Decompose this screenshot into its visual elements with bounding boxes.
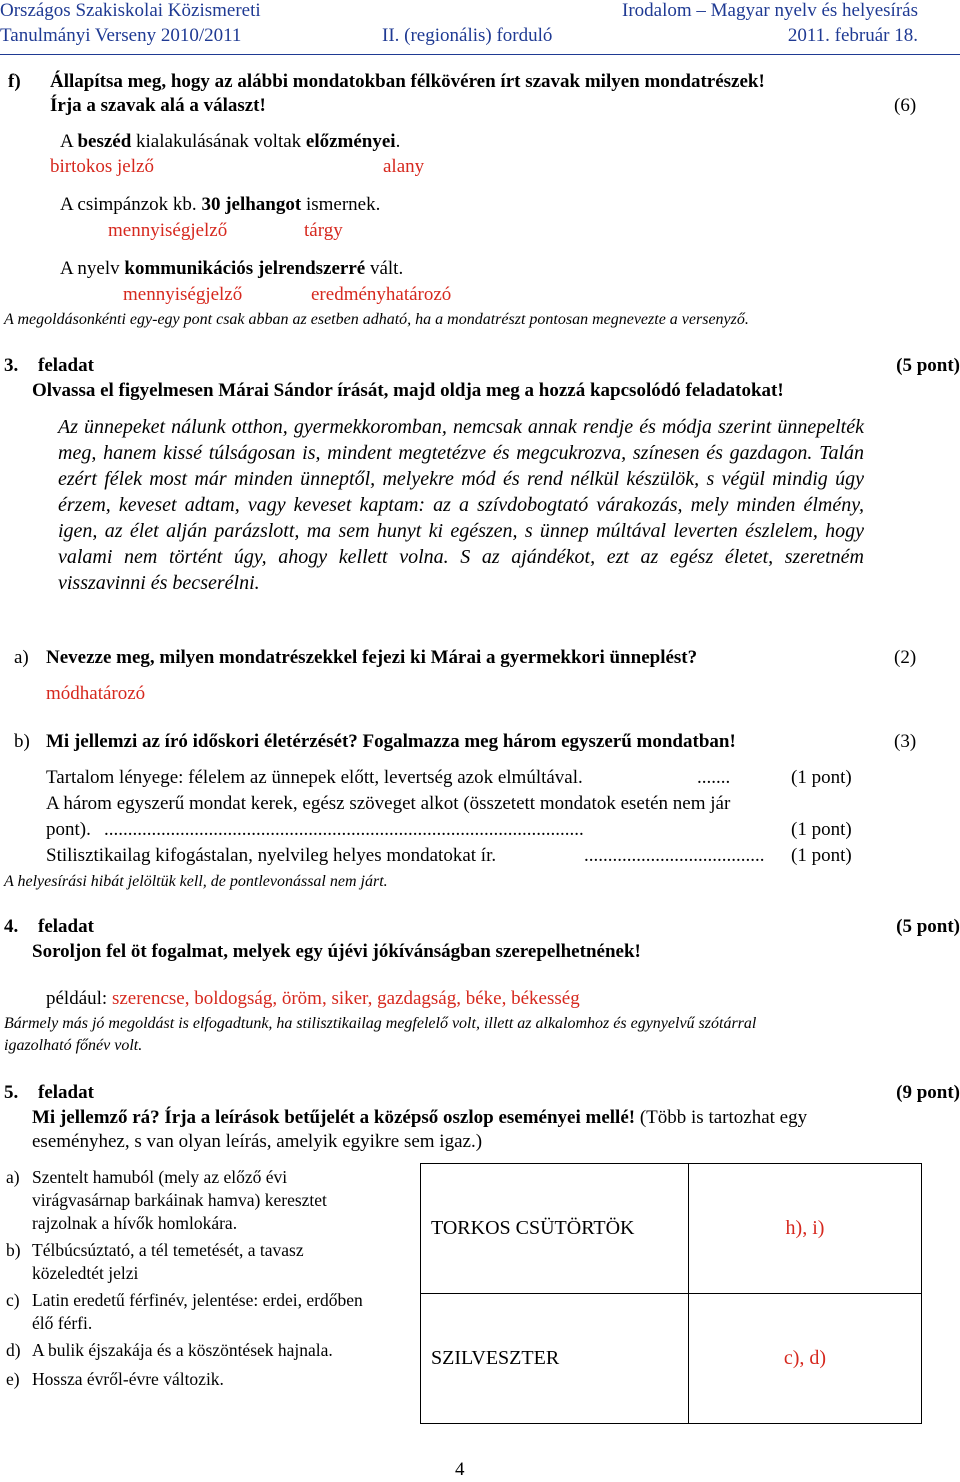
sentence-3-answer-2: eredményhatározó (311, 284, 452, 305)
task-f-label: f) (8, 71, 21, 92)
header-competition: Országos Szakiskolai Közismereti (0, 0, 261, 21)
task3-qa: Nevezze meg, milyen mondatrészekkel fejezi ki Márai a gyermekkori ünneplést? (46, 647, 698, 668)
task4-instruction: Soroljon fel öt fogalmat, melyek egy újévi jókívánságban szerepelhetnének! (32, 941, 641, 962)
task3-note: A helyesírási hibát jelöltük kell, de pontlevonással nem járt. (4, 873, 388, 890)
sentence-2: A csimpánzok kb. 30 jelhangot ismernek. (60, 194, 381, 215)
sentence-1-answer-1: birtokos jelző (50, 156, 154, 177)
answer-cell: c), d) (689, 1294, 922, 1424)
header-round: II. (regionális) forduló (382, 25, 553, 46)
marai-text: Az ünnepeket nálunk otthon, gyermekkoromban, nemcsak annak rendje és módja szerint ünnepelték meg, hanem kissé túlságosan is, mindent megtetézve és megcukrozva, színesen és gazdagon. Talán ezért félek most már minden ünneptől, melyekre mód és rend nélkül készülök, s végül mindig úgy érzem, keveset adtam, vagy keveset kaptam: az a szívdobogtató várakozás, mely minden élmény, igen, az élet alján parázslott, ma sem hunyt ki egészen, s ünnep múltával leverten észlelem, hogy valami nem történt úgy, ahogy kellett volna. S az ajándékot, ezt az egész életet, szeretném visszavinni és becserélni. (58, 416, 864, 594)
task3-qa-points: (2) (894, 647, 917, 668)
event-cell: TORKOS CSÜTÖRTÖK (421, 1164, 689, 1294)
list-item: d) A bulik éjszakája és a köszöntések hajnala. (6, 1340, 333, 1360)
criterion-2-points: (1 pont) (791, 819, 852, 840)
task3-number: 3. (4, 355, 19, 376)
criterion-3-leader: ...................................... (584, 845, 765, 866)
header-subject: Irodalom – Magyar nyelv és helyesírás (622, 0, 918, 21)
task4-title: feladat (38, 916, 94, 937)
task3-qa-label: a) (14, 647, 29, 668)
sentence-1: A beszéd kialakulásának voltak előzményei. (60, 131, 401, 152)
header-date: 2011. február 18. (787, 25, 918, 46)
task5-instruction-2: eseményhez, s van olyan leírás, amelyik egyikre sem igaz.) (32, 1131, 483, 1152)
task4-points: (5 pont) (896, 916, 960, 937)
task3-qa-answer: módhatározó (46, 683, 146, 704)
table-row (421, 1164, 922, 1294)
task3-qb-label: b) (14, 731, 30, 752)
task3-instruction: Olvassa el figyelmesen Márai Sándor írását, majd oldja meg a hozzá kapcsolódó feladatokat! (32, 380, 784, 401)
criterion-2-line-2: pont). (46, 819, 91, 840)
page-number: 4 (455, 1459, 465, 1480)
list-item: b) Télbúcsúztató, a tél temetését, a tavasz közeledtét jelzi (6, 1240, 304, 1283)
criterion-1-leader: ....... (697, 767, 731, 788)
criterion-3: Stilisztikailag kifogástalan, nyelvileg helyes mondatokat ír. (46, 845, 497, 866)
sentence-3: A nyelv kommunikációs jelrendszerré vált. (60, 258, 404, 279)
criterion-2-leader: ..................................................................................................... (104, 819, 584, 840)
task3-points: (5 pont) (896, 355, 960, 376)
task5-number: 5. (4, 1082, 19, 1103)
header-row-1 (0, 0, 960, 26)
matching-table (420, 1163, 922, 1424)
task-f-instruction-2: Írja a szavak alá a választ! (50, 95, 266, 116)
task5-points: (9 pont) (896, 1082, 960, 1103)
list-item: c) Latin eredetű férfinév, jelentése: erdei, erdőben élő férfi. (6, 1290, 363, 1333)
task4-number: 4. (4, 916, 19, 937)
header-year: Tanulmányi Verseny 2010/2011 (0, 25, 242, 46)
sentence-2-answer-2: tárgy (304, 220, 343, 241)
criterion-1-points: (1 pont) (791, 767, 852, 788)
sentence-1-answer-2: alany (383, 156, 425, 177)
event-cell: SZILVESZTER (421, 1294, 689, 1424)
list-item: e) Hossza évről-évre változik. (6, 1369, 224, 1389)
criterion-1: Tartalom lényege: félelem az ünnepek előtt, levertség azok elmúltával. (46, 767, 583, 788)
table-row (421, 1294, 922, 1424)
answer-cell: h), i) (689, 1164, 922, 1294)
task-f-note: A megoldásonkénti egy-egy pont csak abban az esetben adható, ha a mondatrészt pontosan megnevezte a versenyző. (4, 311, 749, 328)
task4-note-2: igazolható főnév volt. (4, 1037, 143, 1054)
header-divider (0, 54, 960, 55)
header-row-2 (0, 25, 960, 51)
task-f-points: (6) (894, 95, 917, 116)
task3-title: feladat (38, 355, 94, 376)
task4-example: például: szerencse, boldogság, öröm, siker, gazdagság, béke, békesség (46, 988, 580, 1009)
sentence-3-answer-1: mennyiségjelző (123, 284, 243, 305)
task5-instruction-1: Mi jellemző rá? Írja a leírások betűjelét a középső oszlop eseményei mellé! (Több is tartozhat egy (32, 1107, 808, 1128)
task-f-instruction-1: Állapítsa meg, hogy az alábbi mondatokban félkövéren írt szavak milyen mondatrészek! (50, 71, 765, 92)
task4-note-1: Bármely más jó megoldást is elfogadtunk, ha stilisztikailag megfelelő volt, illett az alkalomhoz és egynyelvű szótárral (4, 1015, 757, 1032)
task5-title: feladat (38, 1082, 94, 1103)
sentence-2-answer-1: mennyiségjelző (108, 220, 228, 241)
task3-qb: Mi jellemzi az író időskori életérzését? Fogalmazza meg három egyszerű mondatban! (46, 731, 736, 752)
criterion-2-line-1: A három egyszerű mondat kerek, egész szöveget alkot (összetett mondatok esetén nem jár (46, 793, 731, 814)
list-item: a) Szentelt hamuból (mely az előző évi virágvasárnap barkáinak hamva) keresztet rajzolnak a hívők homlokára. (6, 1167, 327, 1233)
task5-description-list (6, 1166, 376, 1391)
criterion-3-points: (1 pont) (791, 845, 852, 866)
task3-qb-points: (3) (894, 731, 917, 752)
